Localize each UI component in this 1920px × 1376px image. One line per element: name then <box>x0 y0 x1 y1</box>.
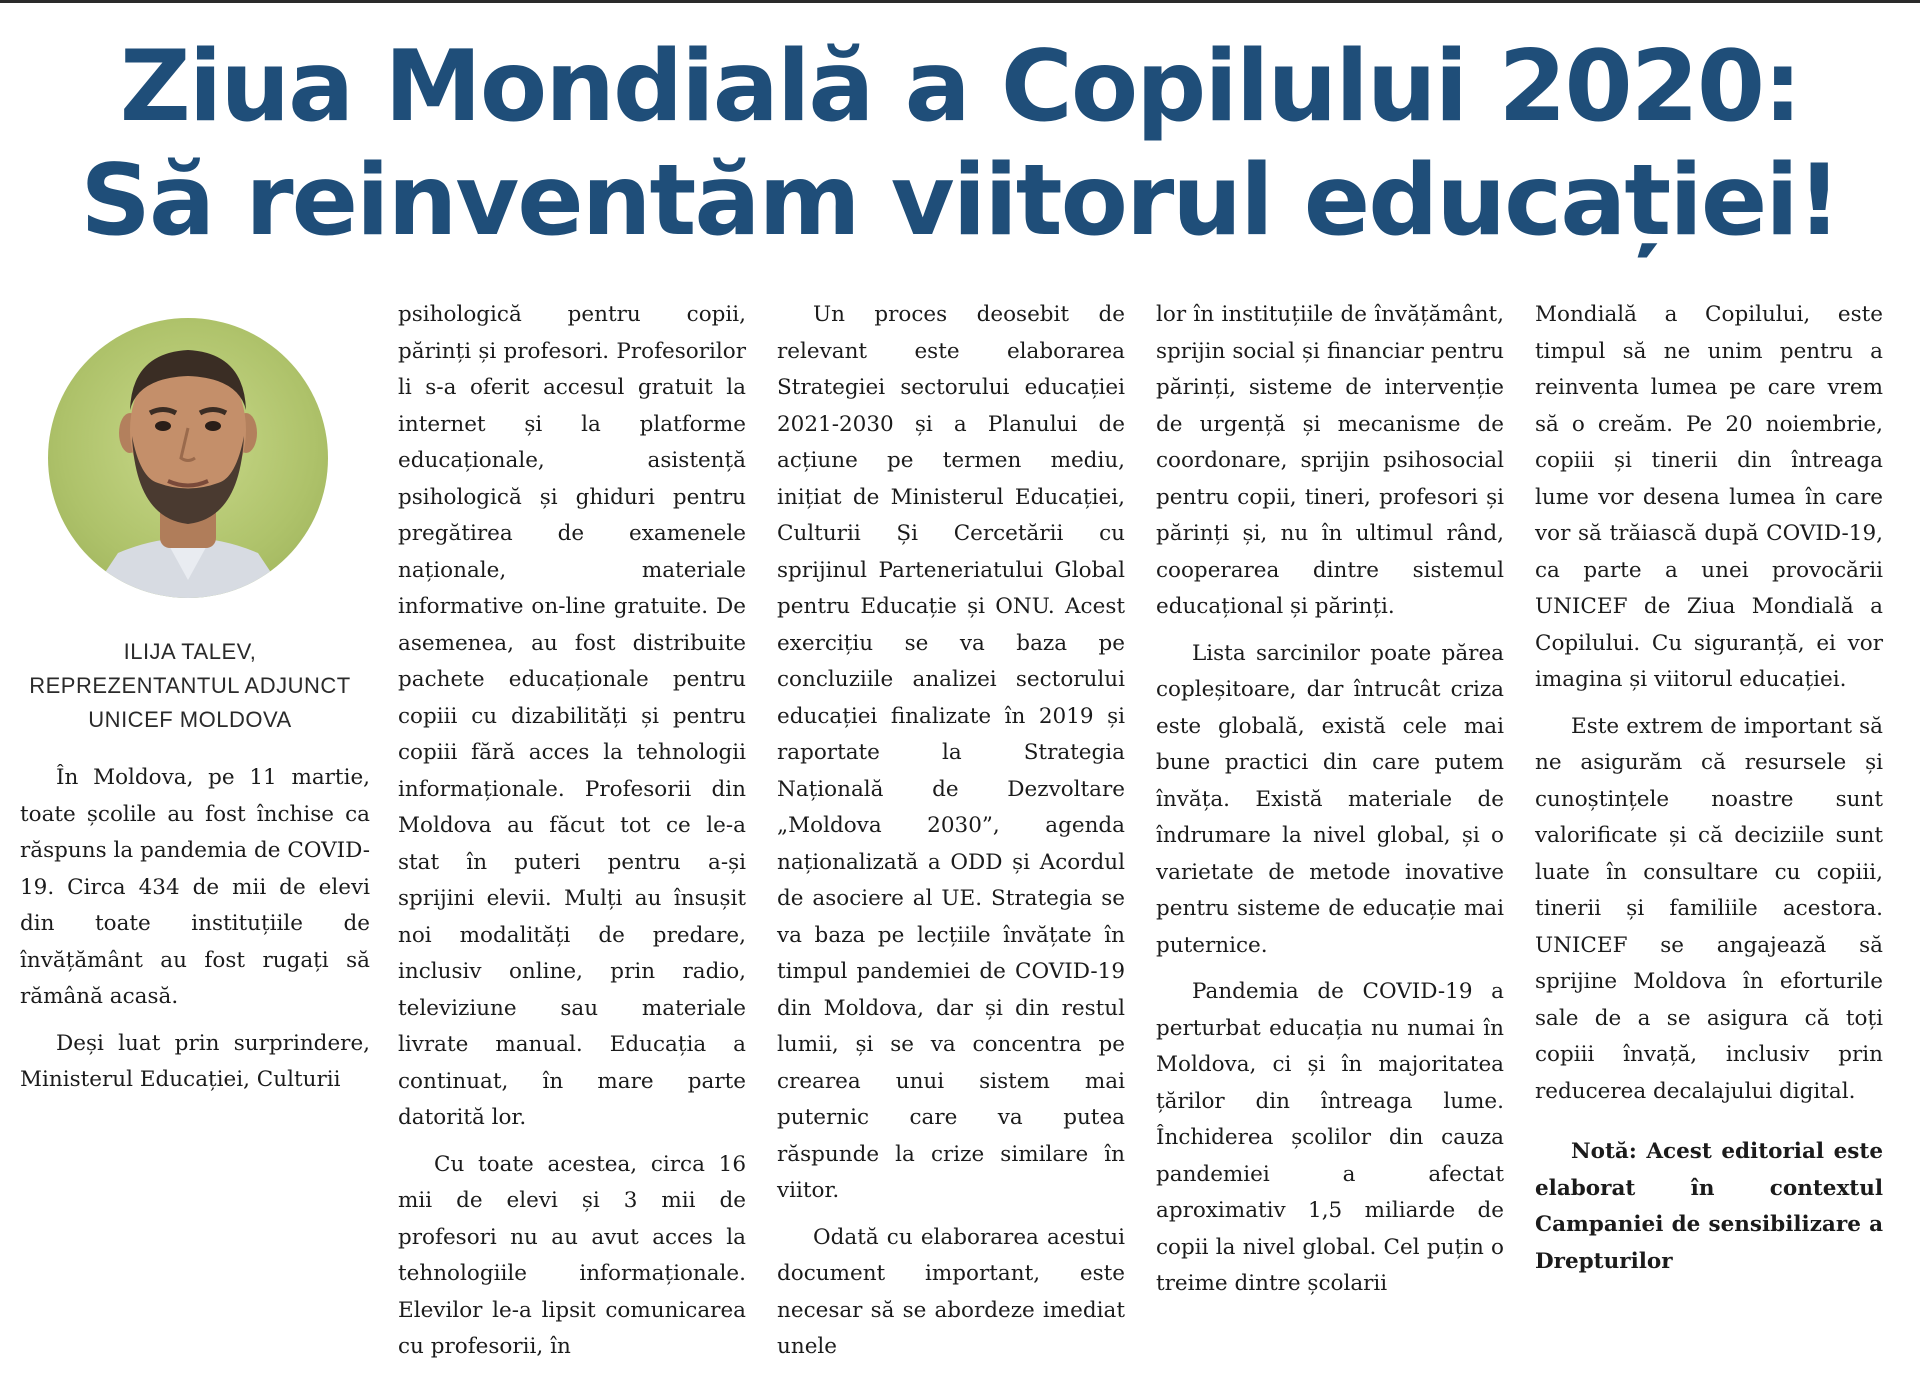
author-portrait <box>48 318 328 598</box>
paragraph: În Moldova, pe 11 martie, toate școlile au fost închise ca răspuns la pandemia de COVID-19. Circa 434 de mii de elevi din toate instituțiile de învățământ au fost rugați să rămână acasă. <box>20 765 370 1009</box>
column-2 <box>398 297 746 1376</box>
column-5 <box>1535 297 1883 1290</box>
paragraph: lor în instituțiile de învățământ, sprijin social și financiar pentru părinți, sisteme de intervenție de urgență și mecanisme de coordonare, sprijin psihosocial pentru copii, tineri, profesori și părinți și, nu în ultimul rând, cooperarea dintre sistemul educațional și părinți. <box>1156 302 1504 619</box>
author-organization: UNICEF MOLDOVA <box>88 707 292 732</box>
author-name: ILIJA TALEV, <box>123 639 257 664</box>
paragraph: Pandemia de COVID-19 a perturbat educația nu numai în Moldova, ci și în majoritatea țărilor din întreaga lume. Închiderea școlilor din cauza pandemiei a afectat aproximativ 1,5 miliarde de copii la nivel global. Cel puțin o treime dintre școlarii <box>1156 979 1504 1296</box>
headline-line-1: Ziua Mondială a Copilului 2020: <box>119 30 1801 144</box>
paragraph: Deși luat prin surprindere, Ministerul Educației, Culturii <box>20 1030 370 1092</box>
paragraph: psihologică pentru copii, părinți și profesori. Profesorilor li s-a oferit accesul gratuit la internet și la platforme educaționale, asistență psihologică și ghiduri pentru pregătirea de examenele naționale, materiale informative on-line gratuite. De asemenea, au fost distribuite pachete educaționale pentru copiii cu dizabilități și pentru copiii fără acces la tehnologii informaționale. Profesorii din Moldova au făcut tot ce le-a stat în puteri pentru a-și sprijini elevii. Mulți au însușit noi modalități de predare, inclusiv online, prin radio, televiziune sau materiale livrate manual. Educația a continuat, în mare parte datorită lor. <box>398 302 746 1130</box>
paragraph: Cu toate acestea, circa 16 mii de elevi și 3 mii de profesori nu au avut acces la tehnologiile informaționale. Elevilor le-a lipsit comunicarea cu profesorii, în <box>398 1151 746 1359</box>
paragraph: Este extrem de important să ne asigurăm că resursele și cunoștințele noastre sunt valorificate și că deciziile sunt luate în consultare cu copiii, tinerii și familiile acestora. UNICEF se angajează să sprijine Moldova în eforturile sale de a se asigura că toți copiii învață, inclusiv prin reducerea decalajului digital. <box>1535 713 1883 1104</box>
paragraph: Odată cu elaborarea acestui document important, este necesar să se abordeze imediat unele <box>777 1224 1125 1359</box>
paragraph: Mondială a Copilului, este timpul să ne unim pentru a reinventa lumea pe care vrem să o creăm. Pe 20 noiembrie, copiii și tinerii din întreaga lume vor desena lumea în care vor să trăiască după COVID-19, ca parte a unei provocării UNICEF de Ziua Mondială a Copilului. Cu siguranță, ei vor imagina și viitorul educației. <box>1535 302 1883 692</box>
column-4 <box>1156 297 1504 1313</box>
column-1 <box>20 760 370 1109</box>
headline-line-2: Să reinventăm viitorul educației! <box>80 144 1840 258</box>
headline <box>0 30 1920 258</box>
paragraph: Un proces deosebit de relevant este elaborarea Strategiei sectorului educației 2021-2030 și a Planului de acțiune pe termen mediu, inițiat de Ministerul Educației, Culturii Și Cercetării cu sprijinul Parteneriatului Global pentru Educație și ONU. Acest exercițiu se va baza pe concluziile analizei sectorului educației finalizate în 2019 și raportate la Strategia Națională de Dezvoltare „Moldova 2030”, agenda naționalizată a ODD și Acordul de asociere al UE. Strategia se va baza pe lecțiile învățate în timpul pandemiei de COVID-19 din Moldova, dar și din restul lumii, și se va concentra pe crearea unui sistem mai puternic care va putea răspunde la crize similare în viitor. <box>777 302 1125 1203</box>
column-3 <box>777 297 1125 1376</box>
author-role: REPREZENTANTUL ADJUNCT <box>29 673 351 698</box>
portrait-illustration <box>48 318 328 598</box>
paragraph: Lista sarcinilor poate părea copleșitoare, dar întrucât criza este globală, există cele mai bune practici din care putem învăța. Există materiale de îndrumare la nivel global, și o varietate de metode inovative pentru sisteme de educație mai puternice. <box>1156 640 1504 958</box>
editorial-note: Notă: Acest editorial este elaborat în contextul Campaniei de sensibilizare a Drepturilor <box>1535 1139 1883 1274</box>
top-rule <box>0 0 1920 3</box>
author-caption <box>0 635 380 737</box>
